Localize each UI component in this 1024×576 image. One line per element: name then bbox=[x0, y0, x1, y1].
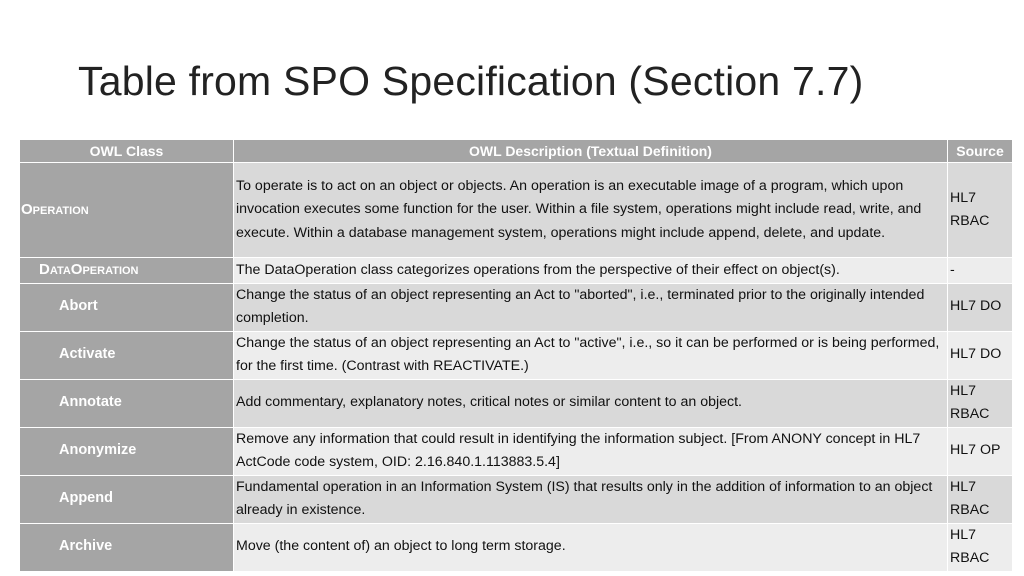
header-owl-description: OWL Description (Textual Definition) bbox=[234, 140, 948, 163]
owl-class-cell: Annotate bbox=[20, 379, 234, 427]
description-cell: To operate is to act on an object or objects. An operation is an executable image of a program, which upon invocation executes some function for the user. Within a file system, operations might include read, write, and execute. Within a database management system, operations might include append, delete, and update. bbox=[234, 163, 948, 258]
table-row bbox=[20, 283, 1013, 331]
owl-class-name: Operation bbox=[21, 200, 89, 218]
source-cell: - bbox=[948, 258, 1013, 284]
owl-class-cell: Append bbox=[20, 475, 234, 523]
owl-class-cell: Archive bbox=[20, 523, 234, 571]
header-source: Source bbox=[948, 140, 1013, 163]
table-row bbox=[20, 379, 1013, 427]
source-cell: HL7 DO bbox=[948, 331, 1013, 379]
source-cell: HL7 RBAC bbox=[948, 379, 1013, 427]
table-row bbox=[20, 331, 1013, 379]
owl-class-cell bbox=[20, 258, 234, 284]
source-cell: HL7 RBAC bbox=[948, 475, 1013, 523]
source-cell: HL7 OP bbox=[948, 427, 1013, 475]
table-row bbox=[20, 475, 1013, 523]
description-cell: The DataOperation class categorizes operations from the perspective of their effect on object(s). bbox=[234, 258, 948, 284]
description-cell: Remove any information that could result in identifying the information subject. [From ANONY concept in HL7 ActCode code system, OID: 2.16.840.1.113883.5.4] bbox=[234, 427, 948, 475]
owl-class-name: DataOperation bbox=[39, 261, 139, 278]
table-row bbox=[20, 258, 1013, 284]
source-cell: HL7 DO bbox=[948, 283, 1013, 331]
description-cell: Fundamental operation in an Information System (IS) that results only in the addition of information to an object already in existence. bbox=[234, 475, 948, 523]
description-cell: Add commentary, explanatory notes, critical notes or similar content to an object. bbox=[234, 379, 948, 427]
table-row bbox=[20, 427, 1013, 475]
owl-class-cell: Activate bbox=[20, 331, 234, 379]
spo-table bbox=[19, 139, 1013, 572]
source-cell: HL7 RBAC bbox=[948, 163, 1013, 258]
owl-class-cell: Anonymize bbox=[20, 427, 234, 475]
description-cell: Change the status of an object representing an Act to "active", i.e., so it can be performed or is being performed, for the first time. (Contrast with REACTIVATE.) bbox=[234, 331, 948, 379]
header-owl-class: OWL Class bbox=[20, 140, 234, 163]
description-cell: Change the status of an object representing an Act to "aborted", i.e., terminated prior to the originally intended completion. bbox=[234, 283, 948, 331]
table-header-row bbox=[20, 140, 1013, 163]
owl-class-cell bbox=[20, 163, 234, 258]
table-row bbox=[20, 523, 1013, 571]
slide-title: Table from SPO Specification (Section 7.7) bbox=[78, 58, 864, 104]
description-cell: Move (the content of) an object to long term storage. bbox=[234, 523, 948, 571]
table-row bbox=[20, 163, 1013, 258]
owl-class-cell: Abort bbox=[20, 283, 234, 331]
source-cell: HL7 RBAC bbox=[948, 523, 1013, 571]
